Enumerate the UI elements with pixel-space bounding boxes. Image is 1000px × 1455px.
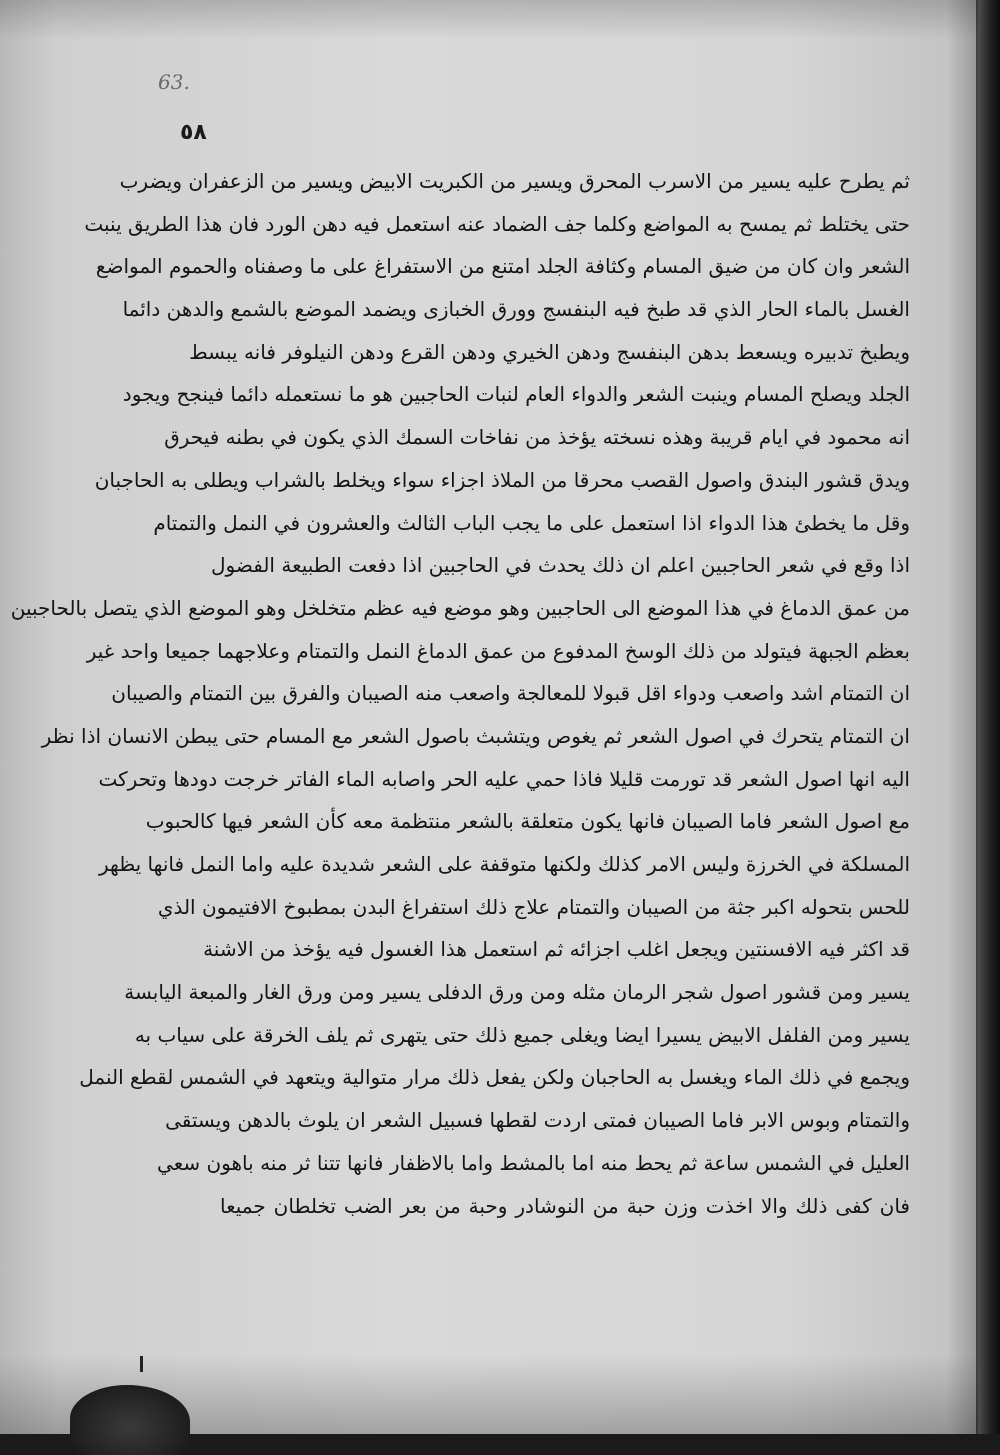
text-line: قد اكثر فيه الافسنتين ويجعل اغلب اجزائه ثم استعمل هذا الغسول فيه يؤخذ من الاشنة — [203, 937, 910, 962]
text-line: مع اصول الشعر فاما الصيبان فانها يكون متعلقة بالشعر منتظمة معه كأن الشعر فيها كالحبوب — [145, 809, 910, 834]
text-line: وقل ما يخطئ هذا الدواء اذا استعمل على ما يجب الباب الثالث والعشرون في النمل والتمتام — [153, 510, 910, 535]
text-line: فان كفى ذلك والا اخذت وزن حبة من النوشادر وحبة من بعر الضب تخلطان جميعا — [220, 1193, 910, 1218]
arabic-text-block — [10, 160, 910, 1270]
text-line: للحس بتحوله اكبر جثة من الصيبان والتمتام علاج ذلك استفراغ البدن بمطبوخ الافتيمون الذي — [157, 894, 910, 919]
page-shadow-top — [0, 0, 978, 40]
text-line: الغسل بالماء الحار الذي قد طبخ فيه البنفسج وورق الخبازى ويضمد الموضع بالشمع والدهن دائما — [122, 297, 910, 322]
text-line: من عمق الدماغ في هذا الموضع الى الحاجبين وهو موضع فيه عظم متخلخل وهو الموضع الذي يتصل بالحاجبين — [10, 595, 910, 620]
text-line: ان التمتام اشد واصعب ودواء اقل قبولا للمعالجة واصعب منه الصيبان والفرق بين التمتام والصيبان — [111, 681, 910, 706]
text-line: يسير ومن الفلفل الابيض يسيرا ايضا ويغلى جميع ذلك حتى يتهرى ثم يلف الخرقة على سياب به — [134, 1022, 910, 1047]
ink-mark — [140, 1356, 143, 1372]
text-line: ويجمع في ذلك الماء ويغسل به الحاجبان ولكن يفعل ذلك مرار متوالية ويتعهد في الشمس لقطع النمل — [79, 1065, 910, 1090]
text-line: بعظم الجبهة فيتولد من ذلك الوسخ المدفوع من عمق الدماغ النمل والتمتام وعلاجهما جميعا واحد غير — [86, 638, 910, 663]
text-line — [220, 1227, 910, 1270]
text-line: ان التمتام يتحرك في اصول الشعر ثم يغوص ويتشبث باصول الشعر مع المسام حتى يبطن الانسان اذا نظر — [41, 723, 910, 748]
text-line: الجلد ويصلح المسام وينبت الشعر والدواء العام لنبات الحاجبين هو ما نستعمله دائما فينجح ويجود — [122, 382, 910, 407]
book-binding — [976, 0, 1000, 1434]
text-line: اليه انها اصول الشعر قد تورمت قليلا فاذا حمي عليه الحر واصابه الماء الفاتر خرجت دودها وتحركت — [98, 766, 910, 791]
text-line: حتى يختلط ثم يمسح به المواضع وكلما جف الضماد عنه استعمل فيه دهن الورد فان هذا الطريق ينبت — [84, 211, 910, 236]
text-line: ويطبخ تدبيره ويسعط بدهن البنفسج ودهن الخيري ودهن القرع ودهن النيلوفر فانه يبسط — [189, 339, 910, 364]
text-line: انه محمود في ايام قريبة وهذه نسخته يؤخذ من نفاخات السمك الذي يكون في بطنه فيحرق — [164, 425, 910, 450]
text-line: ثم يطرح عليه يسير من الاسرب المحرق ويسير من الكبريت الابيض ويسير من الزعفران ويضرب — [119, 169, 910, 193]
page-number: ٥٨ — [180, 120, 207, 145]
text-line: والتمتام وبوس الابر فاما الصيبان فمتى اردت لقطها فسبيل الشعر ان يلوث بالدهن ويستقى — [165, 1108, 910, 1133]
text-line: ويدق قشور البندق واصول القصب محرقا من الملاذ اجزاء سواء ويخلط بالشراب ويطلى به الحاجبان — [94, 467, 910, 492]
text-line: الشعر وان كان من ضيق المسام وكثافة الجلد امتنع من الاستفراغ على ما وصفناه والحموم المواضع — [95, 254, 910, 279]
holder-thumb — [70, 1385, 190, 1455]
text-line: المسلكة في الخرزة وليس الامر كذلك ولكنها متوقفة على الشعر شديدة عليه واما النمل فانها يظهر — [98, 852, 910, 876]
folio-number: 63. — [158, 70, 190, 94]
text-line: يسير ومن قشور اصول شجر الرمان مثله ومن ورق الدفلى يسير ومن ورق الغار والمبعة اليابسة — [124, 980, 910, 1005]
text-line: العليل في الشمس ساعة ثم يحط منه اما بالمشط واما بالاظفار فانها تتنا ثر منه باهون سعي — [157, 1150, 910, 1175]
text-line: اذا وقع في شعر الحاجبين اعلم ان ذلك يحدث في الحاجبين اذا دفعت الطبيعة الفضول — [211, 553, 910, 578]
